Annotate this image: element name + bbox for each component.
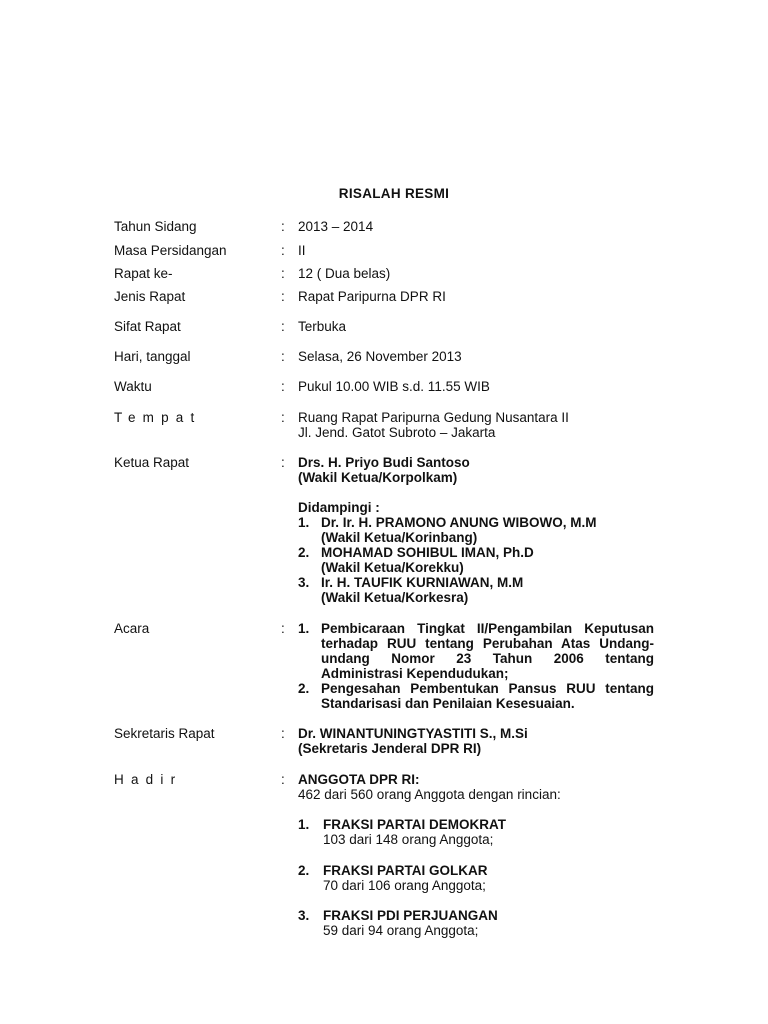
label-sifat-rapat: Sifat Rapat: [114, 319, 181, 334]
value-ketua-rapat-name: Drs. H. Priyo Budi Santoso: [298, 455, 470, 470]
label-jenis-rapat: Jenis Rapat: [114, 289, 186, 304]
fraksi-number: 3.: [298, 908, 310, 923]
acara-text-line: Pengesahan Pembentukan Pansus RUU tentang: [321, 681, 654, 696]
fraksi-name: FRAKSI PARTAI DEMOKRAT: [323, 817, 506, 832]
colon: :: [281, 349, 285, 364]
value-tempat-line2: Jl. Jend. Gatot Subroto – Jakarta: [298, 425, 496, 440]
colon: :: [281, 379, 285, 394]
didampingi-number: 1.: [298, 515, 310, 530]
label-ketua-rapat: Ketua Rapat: [114, 455, 190, 470]
label-rapat-ke: Rapat ke-: [114, 266, 173, 281]
colon: :: [281, 410, 285, 425]
fraksi-name: FRAKSI PDI PERJUANGAN: [323, 908, 498, 923]
colon: :: [281, 219, 285, 234]
label-hari-tanggal: Hari, tanggal: [114, 349, 191, 364]
label-acara: Acara: [114, 621, 150, 636]
value-jenis-rapat: Rapat Paripurna DPR RI: [298, 289, 446, 304]
label-tempat: Tempat: [114, 410, 202, 425]
acara-number: 1.: [298, 621, 310, 636]
document-title: RISALAH RESMI: [338, 186, 450, 201]
fraksi-detail: 70 dari 106 orang Anggota;: [323, 878, 486, 893]
value-masa-persidangan: II: [298, 243, 306, 258]
value-tahun-sidang: 2013 – 2014: [298, 219, 374, 234]
colon: :: [281, 621, 285, 636]
fraksi-detail: 103 dari 148 orang Anggota;: [323, 832, 494, 847]
label-masa-persidangan: Masa Persidangan: [114, 243, 227, 258]
colon: :: [281, 726, 285, 741]
fraksi-number: 2.: [298, 863, 310, 878]
didampingi-name: Dr. Ir. H. PRAMONO ANUNG WIBOWO, M.M: [321, 515, 597, 530]
label-tahun-sidang: Tahun Sidang: [114, 219, 197, 234]
didampingi-role: (Wakil Ketua/Korekku): [321, 560, 464, 575]
fraksi-name: FRAKSI PARTAI GOLKAR: [323, 863, 488, 878]
colon: :: [281, 243, 285, 258]
acara-text-line: Administrasi Kependudukan;: [321, 666, 509, 681]
value-sekretaris-role: (Sekretaris Jenderal DPR RI): [298, 741, 482, 756]
value-sifat-rapat: Terbuka: [298, 319, 347, 334]
colon: :: [281, 772, 285, 787]
value-rapat-ke: 12 ( Dua belas): [298, 266, 391, 281]
value-sekretaris-name: Dr. WINANTUNINGTYASTITI S., M.Si: [298, 726, 528, 741]
acara-text-line: undang Nomor 23 Tahun 2006 tentang: [321, 651, 654, 666]
didampingi-number: 3.: [298, 575, 310, 590]
acara-number: 2.: [298, 681, 310, 696]
acara-text-line: Pembicaraan Tingkat II/Pengambilan Keputusan: [321, 621, 654, 636]
didampingi-name: Ir. H. TAUFIK KURNIAWAN, M.M: [321, 575, 524, 590]
didampingi-role: (Wakil Ketua/Korinbang): [321, 530, 478, 545]
label-sekretaris-rapat: Sekretaris Rapat: [114, 726, 215, 741]
acara-text-line: terhadap RUU tentang Perubahan Atas Undang-: [321, 636, 654, 651]
value-tempat-line1: Ruang Rapat Paripurna Gedung Nusantara II: [298, 410, 569, 425]
colon: :: [281, 455, 285, 470]
fraksi-detail: 59 dari 94 orang Anggota;: [323, 923, 479, 938]
fraksi-number: 1.: [298, 817, 310, 832]
colon: :: [281, 289, 285, 304]
didampingi-name: MOHAMAD SOHIBUL IMAN, Ph.D: [321, 545, 534, 560]
label-hadir: Hadir: [114, 772, 183, 787]
didampingi-number: 2.: [298, 545, 310, 560]
hadir-summary: 462 dari 560 orang Anggota dengan rincian:: [298, 787, 561, 802]
didampingi-role: (Wakil Ketua/Korkesra): [321, 590, 469, 605]
colon: :: [281, 319, 285, 334]
colon: :: [281, 266, 285, 281]
didampingi-heading: Didampingi :: [298, 500, 380, 515]
hadir-heading: ANGGOTA DPR RI:: [298, 772, 420, 787]
value-ketua-rapat-role: (Wakil Ketua/Korpolkam): [298, 470, 458, 485]
value-waktu: Pukul 10.00 WIB s.d. 11.55 WIB: [298, 379, 490, 394]
label-waktu: Waktu: [114, 379, 152, 394]
value-hari-tanggal: Selasa, 26 November 2013: [298, 349, 462, 364]
acara-text-line: Standarisasi dan Penilaian Kesesuaian.: [321, 696, 575, 711]
